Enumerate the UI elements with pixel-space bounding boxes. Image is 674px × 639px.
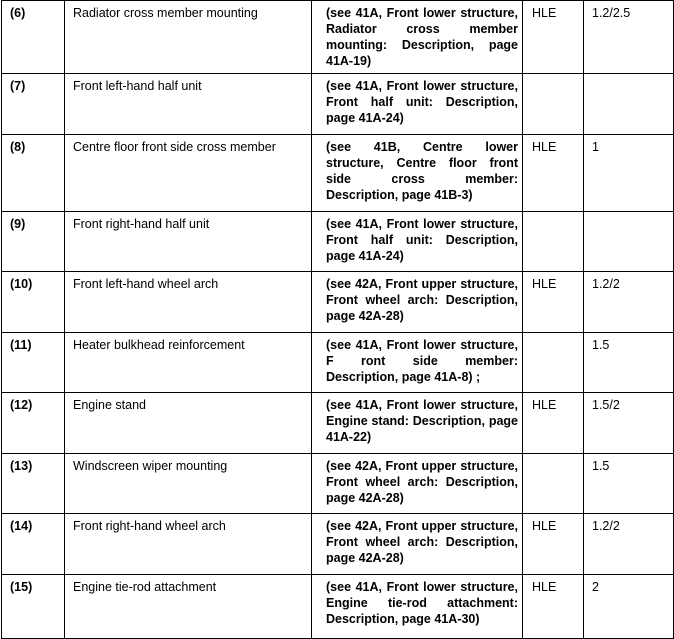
steel-type bbox=[523, 454, 584, 514]
thickness: 1.5/2 bbox=[584, 393, 674, 454]
part-name: Engine tie-rod attachment bbox=[65, 575, 312, 639]
reference-text: (see 41B, Centre lower structure, Centre floor front side cross member: Description, page 41B-3) bbox=[326, 140, 518, 202]
part-reference bbox=[312, 393, 523, 454]
part-name: Centre floor front side cross member bbox=[65, 135, 312, 212]
reference-text: (see 41A, Front lower structure, Front half unit: Description, page 41A-24) bbox=[326, 79, 518, 125]
row-number: (10) bbox=[2, 272, 65, 333]
part-name: Front left-hand wheel arch bbox=[65, 272, 312, 333]
row-number: (13) bbox=[2, 454, 65, 514]
part-name: Front right-hand wheel arch bbox=[65, 514, 312, 575]
part-reference bbox=[312, 575, 523, 639]
row-number: (6) bbox=[2, 1, 65, 74]
thickness: 1.2/2.5 bbox=[584, 1, 674, 74]
table-row bbox=[2, 1, 674, 74]
steel-type: HLE bbox=[523, 393, 584, 454]
row-number: (8) bbox=[2, 135, 65, 212]
row-number: (11) bbox=[2, 333, 65, 393]
part-reference bbox=[312, 514, 523, 575]
part-name: Engine stand bbox=[65, 393, 312, 454]
reference-text: (see 41A, Front lower structure, F ront side member: Description, page 41A-8) ; bbox=[326, 338, 518, 384]
part-reference bbox=[312, 1, 523, 74]
steel-type bbox=[523, 212, 584, 272]
thickness: 1.2/2 bbox=[584, 514, 674, 575]
part-reference bbox=[312, 74, 523, 135]
parts-table bbox=[1, 0, 674, 639]
reference-text: (see 42A, Front upper structure, Front wheel arch: Description, page 42A-28) bbox=[326, 519, 518, 565]
thickness: 1.5 bbox=[584, 454, 674, 514]
table-row bbox=[2, 135, 674, 212]
reference-text: (see 42A, Front upper structure, Front wheel arch: Description, page 42A-28) bbox=[326, 459, 518, 505]
row-number: (12) bbox=[2, 393, 65, 454]
table-row bbox=[2, 454, 674, 514]
reference-text: (see 42A, Front upper structure, Front wheel arch: Description, page 42A-28) bbox=[326, 277, 518, 323]
row-number: (14) bbox=[2, 514, 65, 575]
part-reference bbox=[312, 333, 523, 393]
part-name: Windscreen wiper mounting bbox=[65, 454, 312, 514]
steel-type: HLE bbox=[523, 135, 584, 212]
table-row bbox=[2, 272, 674, 333]
reference-text: (see 41A, Front lower structure, Front half unit: Description, page 41A-24) bbox=[326, 217, 518, 263]
reference-text: (see 41A, Front lower structure, Engine stand: Description, page 41A-22) bbox=[326, 398, 518, 444]
thickness bbox=[584, 212, 674, 272]
part-name: Heater bulkhead reinforcement bbox=[65, 333, 312, 393]
table-row bbox=[2, 333, 674, 393]
part-reference bbox=[312, 135, 523, 212]
part-reference bbox=[312, 454, 523, 514]
steel-type bbox=[523, 74, 584, 135]
part-name: Front left-hand half unit bbox=[65, 74, 312, 135]
part-reference bbox=[312, 212, 523, 272]
thickness: 2 bbox=[584, 575, 674, 639]
thickness: 1.2/2 bbox=[584, 272, 674, 333]
table-row bbox=[2, 74, 674, 135]
steel-type: HLE bbox=[523, 1, 584, 74]
reference-text: (see 41A, Front lower structure, Radiator cross member mounting: Description, page 41A-19) bbox=[326, 6, 518, 68]
reference-text: (see 41A, Front lower structure, Engine tie-rod attachment: Description, page 41A-30) bbox=[326, 580, 518, 626]
thickness: 1.5 bbox=[584, 333, 674, 393]
row-number: (7) bbox=[2, 74, 65, 135]
part-name: Radiator cross member mounting bbox=[65, 1, 312, 74]
parts-table-body bbox=[2, 1, 674, 639]
table-row bbox=[2, 393, 674, 454]
table-row bbox=[2, 575, 674, 639]
table-row bbox=[2, 514, 674, 575]
row-number: (9) bbox=[2, 212, 65, 272]
steel-type: HLE bbox=[523, 514, 584, 575]
part-name: Front right-hand half unit bbox=[65, 212, 312, 272]
thickness: 1 bbox=[584, 135, 674, 212]
steel-type bbox=[523, 333, 584, 393]
table-row bbox=[2, 212, 674, 272]
part-reference bbox=[312, 272, 523, 333]
steel-type: HLE bbox=[523, 272, 584, 333]
row-number: (15) bbox=[2, 575, 65, 639]
thickness bbox=[584, 74, 674, 135]
steel-type: HLE bbox=[523, 575, 584, 639]
